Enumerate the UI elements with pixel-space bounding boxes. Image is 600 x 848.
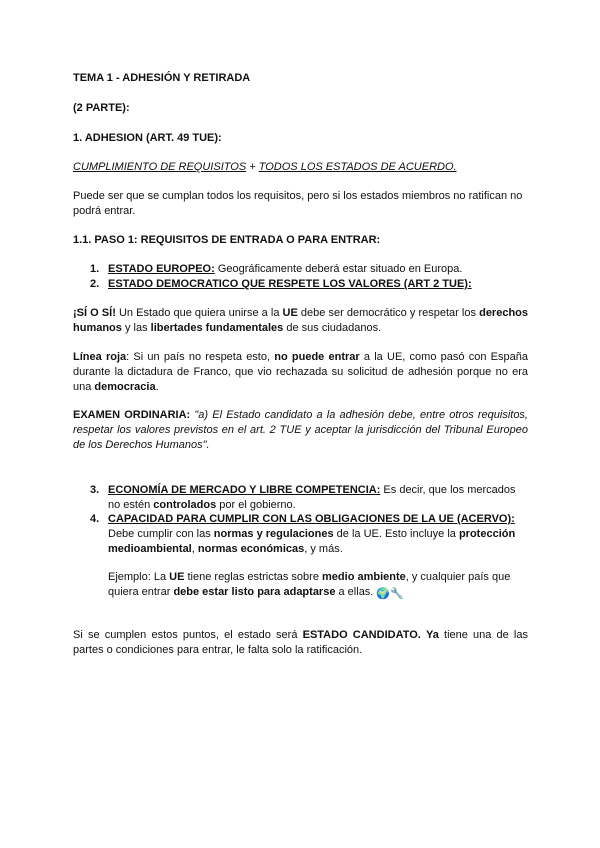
requirement-plus: + [246, 161, 259, 173]
text-run: a la UE, como pasó con España durante la dictadura de Franco, que vio rechazada su solicitud de adhesión porque no era una [73, 351, 528, 393]
text-run: de sus ciudadanos. [283, 322, 382, 334]
section-heading-adhesion: 1. ADHESION (ART. 49 TUE): [73, 132, 222, 144]
text-run: Ejemplo: La [108, 571, 170, 583]
conclusion-paragraph [73, 628, 528, 658]
list-item-number: 3. [90, 484, 100, 496]
list-item-estado-democratico [108, 277, 528, 292]
globe-wrench-icon: 🌍🔧 [376, 588, 404, 600]
list-item-number: 4. [90, 513, 100, 525]
text-run: por el gobierno. [216, 499, 296, 511]
list-item-capacidad [108, 512, 528, 557]
text-run: . [155, 381, 159, 393]
emphasis-lead: ¡SÍ O SÍ! [73, 307, 116, 319]
list-item-heading: ESTADO DEMOCRATICO QUE RESPETE LOS VALORES (ART 2 TUE): [108, 278, 472, 290]
part-label: (2 PARTE): [73, 102, 130, 114]
emphasis-ya: Ya [426, 629, 439, 641]
text-run: tiene una de las partes o condiciones para entrar, le falta solo la ratificación. [73, 629, 528, 656]
text-run: a ellas. [335, 586, 377, 598]
emphasis-libertades: libertades fundamentales [150, 322, 284, 334]
list-item-number: 1. [90, 263, 100, 275]
emphasis-no-puede-entrar: no puede entrar [274, 351, 360, 363]
list-item-estado-europeo [108, 262, 528, 277]
exam-quote: "a) El Estado candidato a la adhesión debe, entre otros requisitos, respetar los valores previstos en el art. 2 TUE y aceptar la jurisdicción del Tribunal Europeo de los Derechos Humanos". [73, 409, 528, 451]
emphasis-examen: EXAMEN ORDINARIA: [73, 409, 191, 421]
text-run: , y cualquier país que quiera entrar [108, 571, 511, 598]
list-item-heading: CAPACIDAD PARA CUMPLIR CON LAS OBLIGACIONES DE LA UE (ACERVO): [108, 513, 515, 525]
text-run: y las [121, 322, 151, 334]
document-title: TEMA 1 - ADHESIÓN Y RETIRADA [73, 72, 251, 84]
emphasis-democracia: democracia [94, 381, 156, 393]
text-run: tiene reglas estrictas sobre [184, 571, 323, 583]
list-item-economia [108, 483, 528, 513]
intro-paragraph: Puede ser que se cumplan todos los requisitos, pero si los estados miembros no ratifican no podrá entrar. [73, 190, 523, 217]
emphasis-derechos-humanos: derechos humanos [73, 307, 529, 334]
text-run: , y más. [304, 543, 343, 555]
emphasis-ue: UE [282, 307, 298, 319]
list-item-text: Geográficamente deberá estar situado en Europa. [214, 263, 463, 275]
emphasis-normas: normas y regulaciones [213, 528, 334, 540]
emphasis-proteccion: protección medioambiental [108, 528, 516, 555]
exam-paragraph [73, 408, 528, 453]
emphasis-adaptarse: debe estar listo para adaptarse [173, 586, 336, 598]
text-run: , [191, 543, 198, 555]
text-run: Un Estado que quiera unirse a la [115, 307, 283, 319]
text-run: Si se cumplen estos puntos, el estado será [73, 629, 303, 641]
emphasis-estado-candidato: ESTADO CANDIDATO. [302, 629, 421, 641]
subsection-heading-paso1: 1.1. PASO 1: REQUISITOS DE ENTRADA O PARA ENTRAR: [73, 234, 381, 246]
list-item-heading: ESTADO EUROPEO: [108, 263, 215, 275]
text-run: debe ser democrático y respetar los [297, 307, 480, 319]
text-run: : Si un país no respeta esto, [126, 351, 275, 363]
emphasis-controlados: controlados [153, 499, 217, 511]
emphasis-linea-roja: Línea roja [73, 351, 127, 363]
list-item-heading: ECONOMÍA DE MERCADO Y LIBRE COMPETENCIA: [108, 484, 381, 496]
requirement-a: CUMPLIMIENTO DE REQUISITOS [73, 161, 247, 173]
emphasis-ue: UE [169, 571, 185, 583]
text-run: Debe cumplir con las [108, 528, 214, 540]
emphasis-medio-ambiente: medio ambiente [322, 571, 406, 583]
red-line-paragraph [73, 350, 528, 395]
example-paragraph [108, 570, 528, 602]
text-run: Es decir, que los mercados no estén [108, 484, 516, 511]
emphasis-normas-economicas: normas económicas [197, 543, 305, 555]
requirement-b: TODOS LOS ESTADOS DE ACUERDO. [258, 161, 457, 173]
text-run: de la UE. Esto incluye la [333, 528, 459, 540]
list-item-number: 2. [90, 278, 100, 290]
requirement-line [73, 160, 528, 175]
democracy-paragraph [73, 306, 528, 336]
